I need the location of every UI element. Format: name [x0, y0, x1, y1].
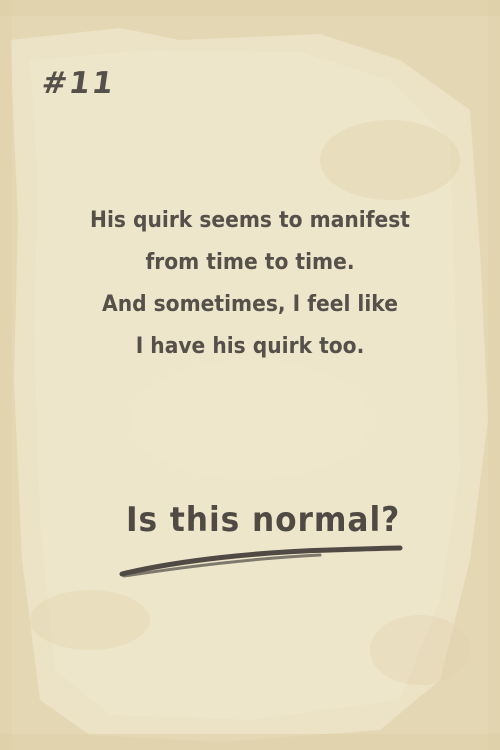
- card-number: #11: [39, 66, 118, 101]
- body-line-4: I have his quirk too.: [135, 334, 365, 359]
- card-body: [40, 200, 460, 368]
- body-line-1: His quirk seems to manifest: [90, 208, 410, 233]
- body-line-3: And sometimes, I feel like: [102, 292, 398, 317]
- question-text: Is this normal?: [126, 500, 401, 540]
- body-line-2: from time to time.: [145, 250, 355, 275]
